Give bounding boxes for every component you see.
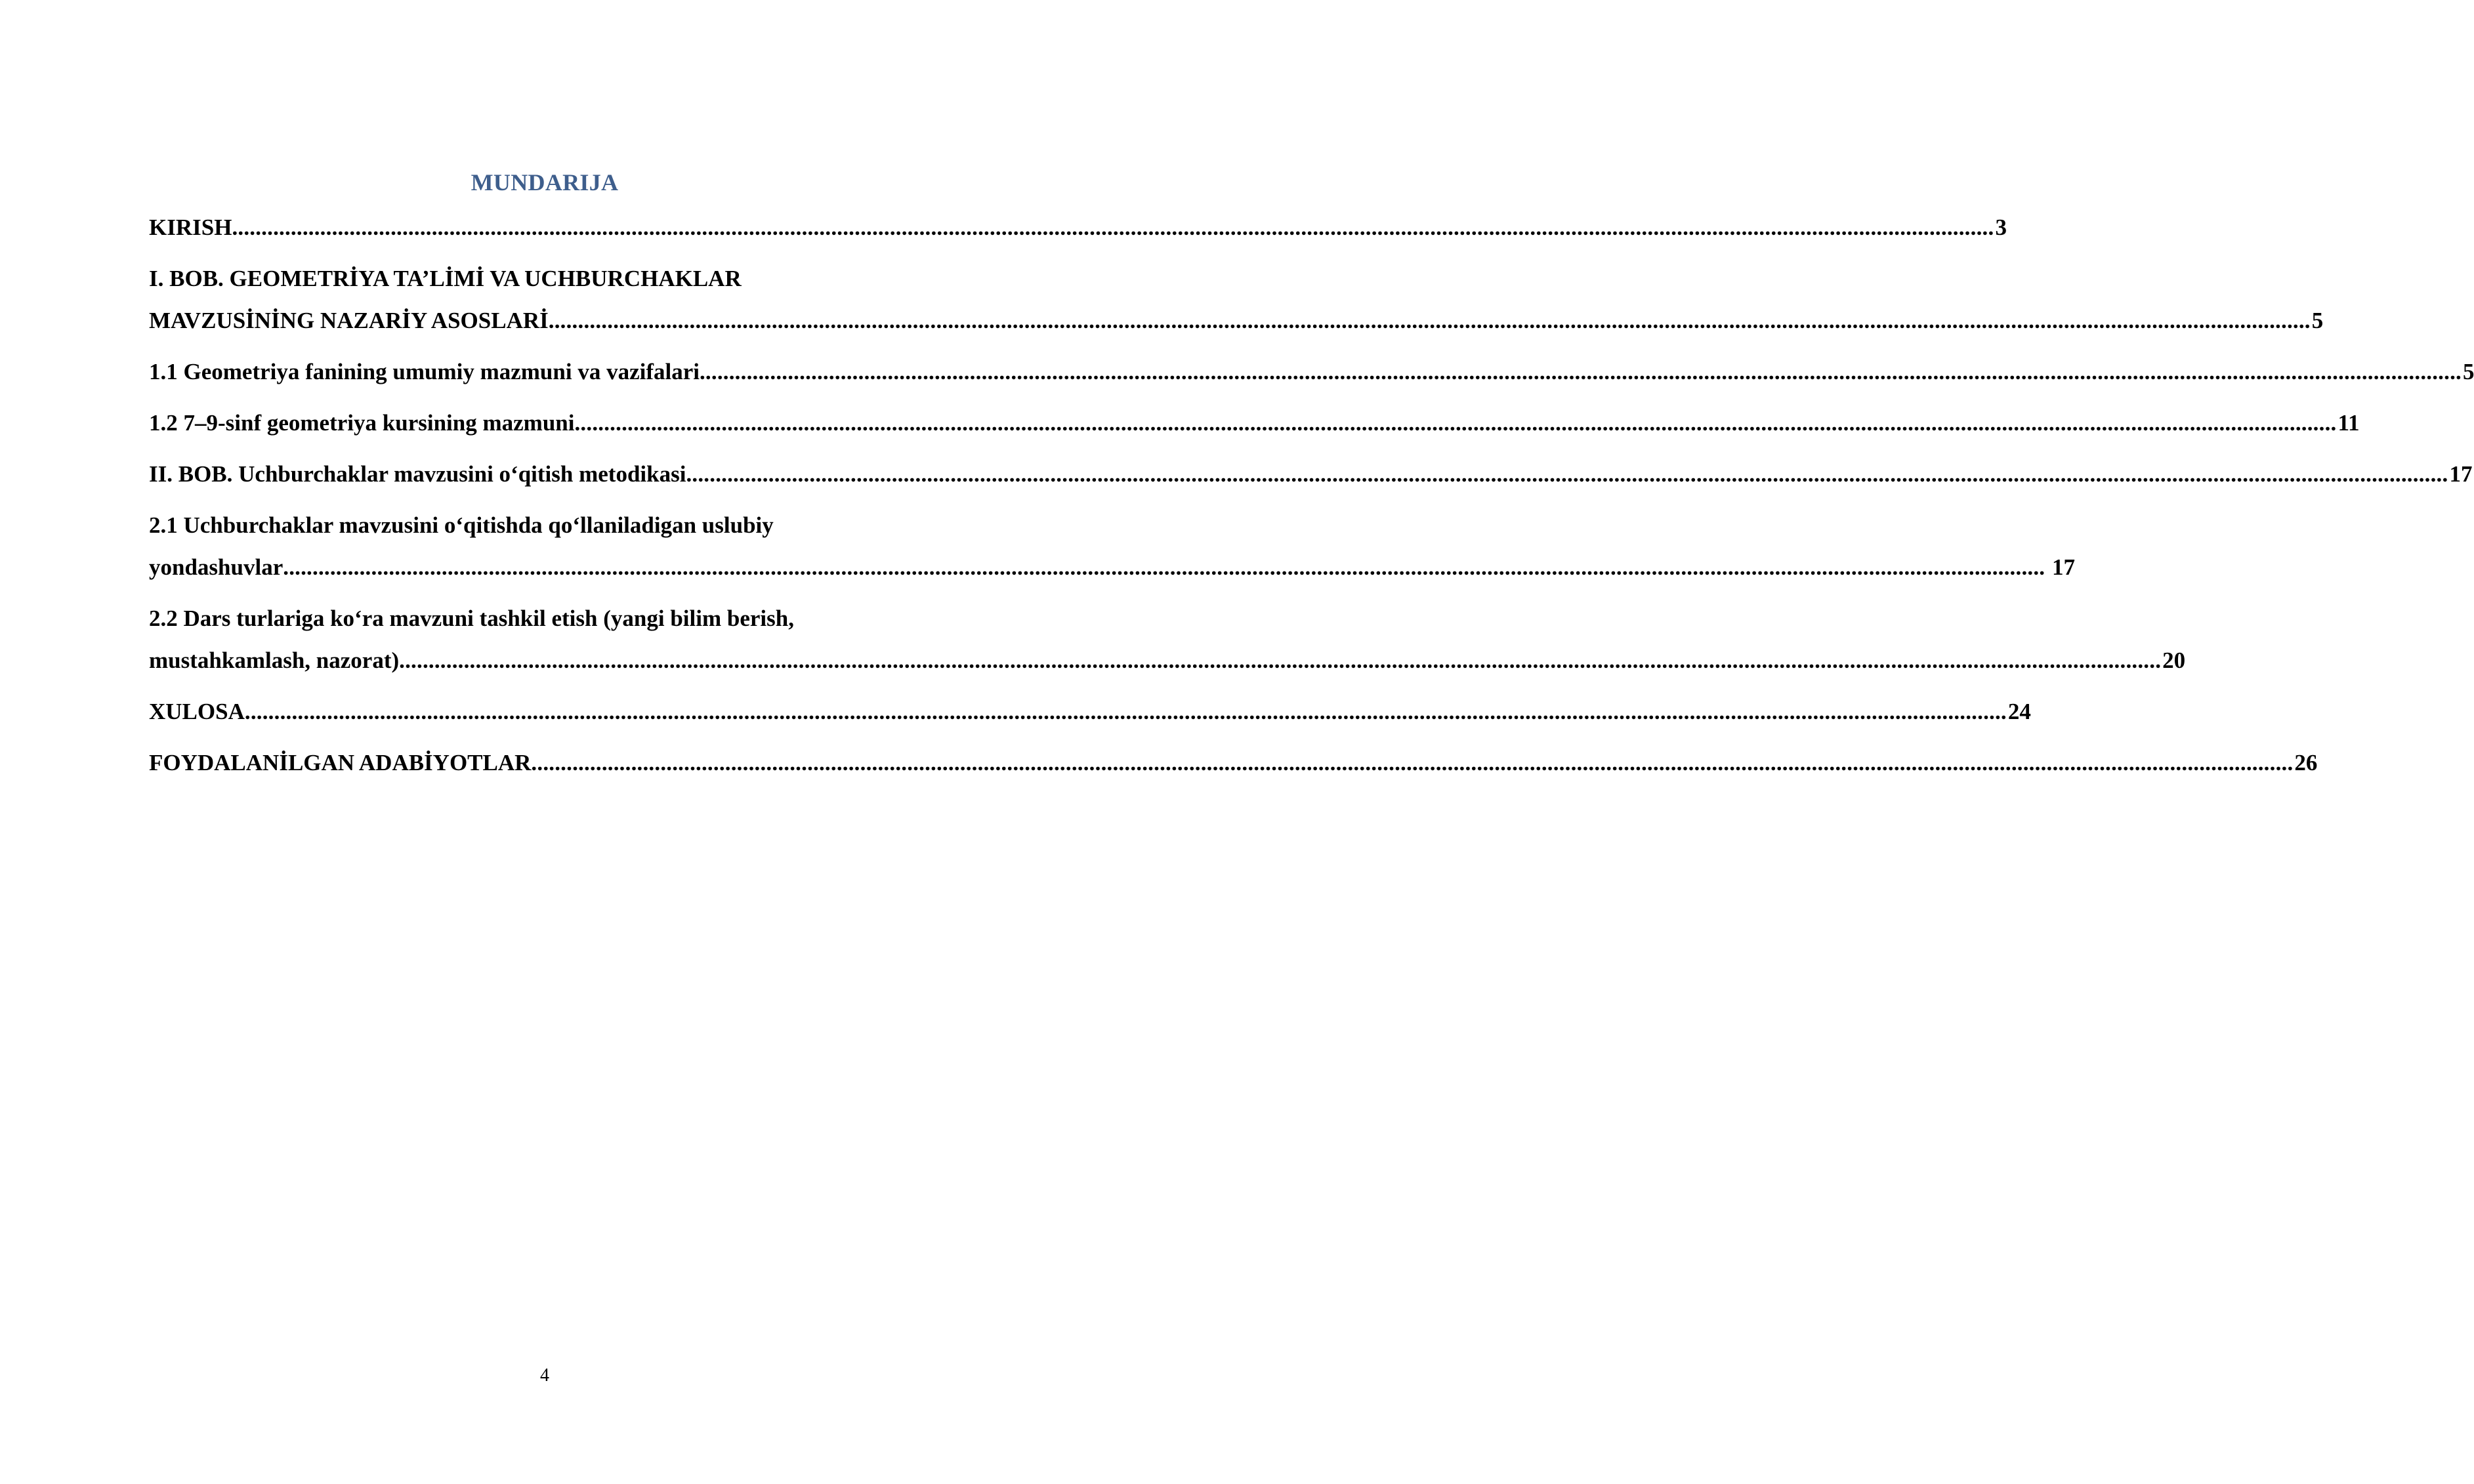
toc-entry-page: 17 xyxy=(2046,554,2075,580)
toc-entry-text: mustahkamlash, nazorat) xyxy=(149,648,400,673)
toc-entry-1-1 xyxy=(149,357,2474,387)
toc-entry-bob1 xyxy=(149,306,2324,336)
toc-entry-kirish xyxy=(149,213,2007,243)
toc-entry-text: MAVZUSİNİNG NAZARİY ASOSLARİ xyxy=(149,308,549,333)
toc-entry-page: 5 xyxy=(2311,308,2324,333)
toc-entry-page: 26 xyxy=(2294,750,2318,775)
dot-leader: ............................................................................................................................................................................................................................................................................................................ xyxy=(232,215,1994,240)
toc-title: MUNDARIJA xyxy=(471,169,619,196)
toc-entry-page: 17 xyxy=(2449,461,2473,487)
toc-entry-text: 2.2 Dars turlariga ko‘ra mavzuni tashkil etish (yangi bilim berish, xyxy=(149,606,794,631)
toc-entry-2-2-line1 xyxy=(149,604,1015,634)
toc-entry-text: 1.2 7–9-sinf geometriya kursining mazmuni xyxy=(149,410,575,436)
dot-leader: ............................................................................................................................................................................................................................................................................................................ xyxy=(548,308,2311,333)
dot-leader: ............................................................................................................................................................................................................................................................................................................ xyxy=(686,461,2448,487)
toc-entry-bob2 xyxy=(149,459,2473,489)
toc-entry-2-1-line1 xyxy=(149,510,1015,541)
dot-leader: ............................................................................................................................................................................................................................................................................................................ xyxy=(283,554,2045,580)
toc-entry-1-2 xyxy=(149,408,2360,438)
toc-entry-xulosa xyxy=(149,697,2031,727)
dot-leader: ............................................................................................................................................................................................................................................................................................................ xyxy=(531,750,2294,775)
toc-entry-bob1-line1 xyxy=(149,264,1015,294)
toc-entry-text: XULOSA xyxy=(149,699,245,724)
dot-leader: ............................................................................................................................................................................................................................................................................................................ xyxy=(699,359,2462,384)
toc-entry-2-2 xyxy=(149,646,2186,676)
toc-entry-text: 1.1 Geometriya fanining umumiy mazmuni va vazifalari xyxy=(149,359,700,384)
dot-leader: ............................................................................................................................................................................................................................................................................................................ xyxy=(574,410,2337,436)
dot-leader: ............................................................................................................................................................................................................................................................................................................ xyxy=(244,699,2007,724)
toc-entry-adabiyotlar xyxy=(149,748,2318,778)
dot-leader: ............................................................................................................................................................................................................................................................................................................ xyxy=(399,648,2162,673)
page-number: 4 xyxy=(540,1365,549,1386)
toc-entry-text: I. BOB. GEOMETRİYA TA’LİMİ VA UCHBURCHAKLAR xyxy=(149,266,742,291)
toc-entry-text: 2.1 Uchburchaklar mavzusini o‘qitishda qo‘llaniladigan uslubiy xyxy=(149,512,774,538)
toc-entry-text: KIRISH xyxy=(149,215,232,240)
toc-entry-page: 24 xyxy=(2007,699,2031,724)
toc-entry-page: 3 xyxy=(1995,215,2007,240)
toc-entry-page: 5 xyxy=(2462,359,2474,384)
toc-entry-page: 11 xyxy=(2338,410,2360,436)
toc-entry-text: FOYDALANİLGAN ADABİYOTLAR xyxy=(149,750,532,775)
toc-entry-page: 20 xyxy=(2162,648,2186,673)
toc-entry-2-1 xyxy=(149,552,2075,583)
toc-entry-text: yondashuvlar xyxy=(149,554,283,580)
toc-entry-text: II. BOB. Uchburchaklar mavzusini o‘qitish metodikasi xyxy=(149,461,686,487)
